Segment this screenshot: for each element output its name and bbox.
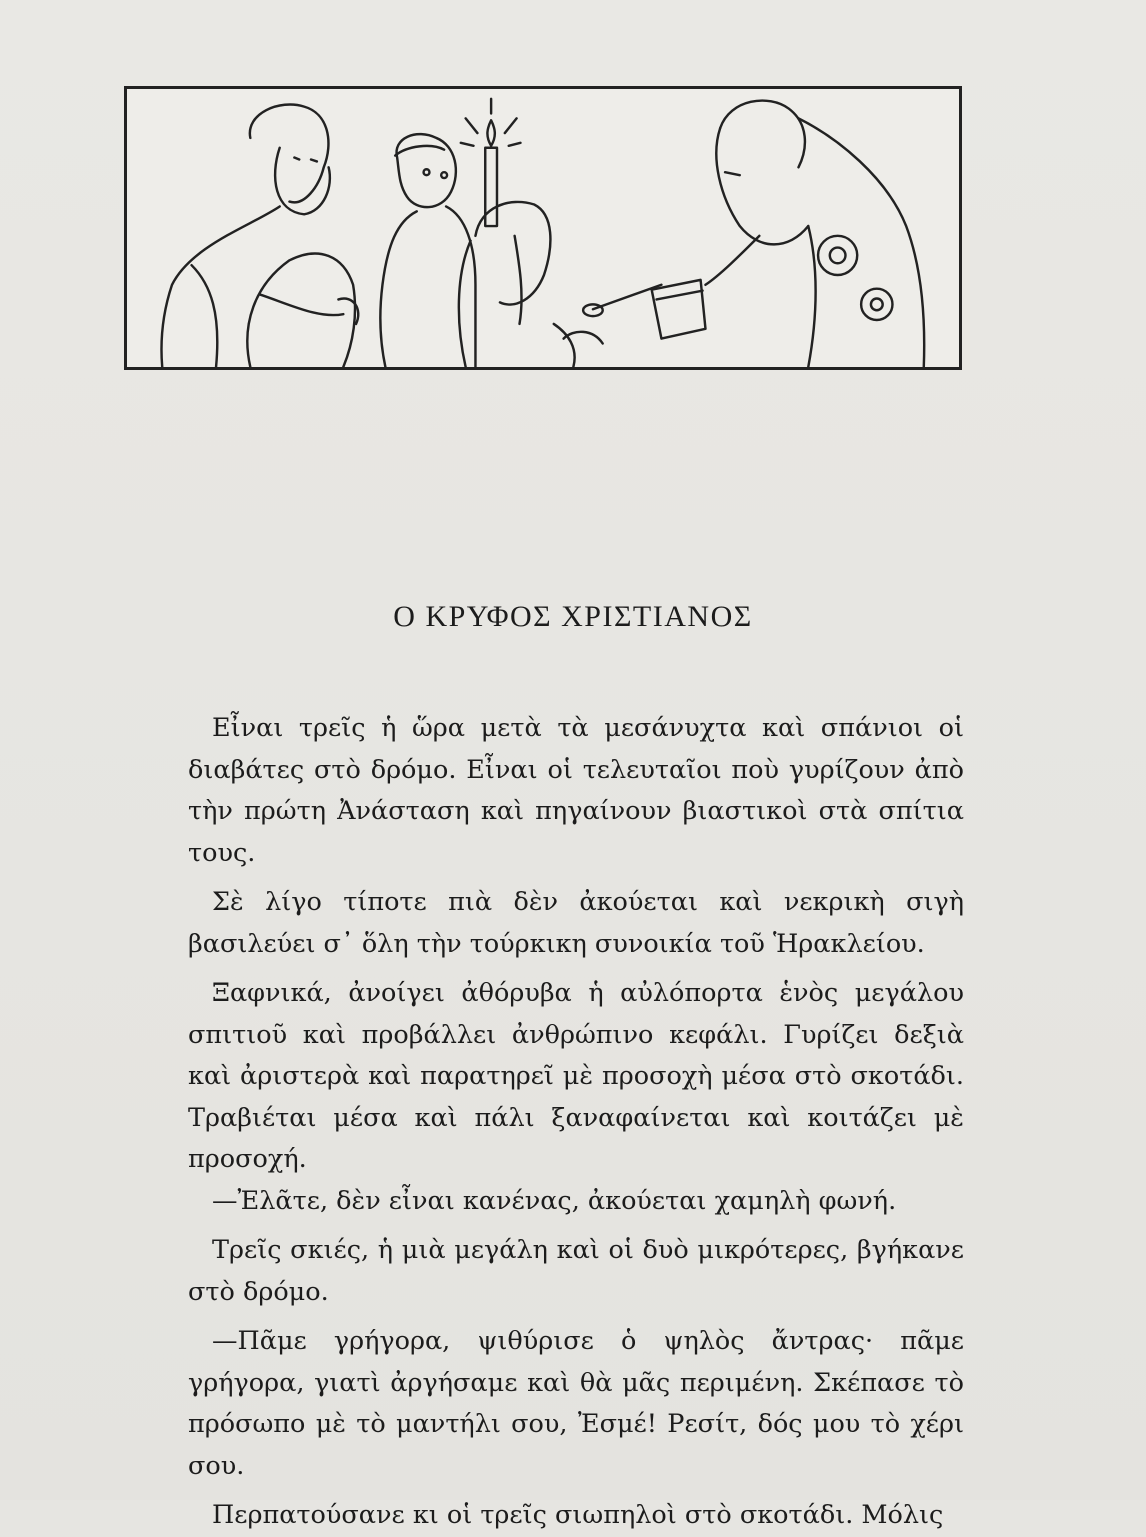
candle — [461, 99, 521, 226]
paragraph: —Πᾶμε γρήγορα, ψιθύρισε ὁ ψηλὸς ἄντρας· πᾶμε γρήγορα, γιατὶ ἀργήσαμε καὶ θὰ μᾶς περιμένη. Σκέπασε τὸ πρόσωπο μὲ τὸ μαντήλι σου, Ἐσμέ! Ρεσίτ, δός μου τὸ χέρι σου. — [188, 1326, 964, 1481]
chapter-title: Ο ΚΡΥΦΟΣ ΧΡΙΣΤΙΑΝΟΣ — [393, 600, 753, 633]
priest-figure — [705, 101, 924, 367]
paragraph: Περπατούσανε κι οἱ τρεῖς σιωπηλοὶ στὸ σκοτάδι. Μόλις — [212, 1500, 944, 1530]
paragraph: Τρεῖς σκιές, ἡ μιὰ μεγάλη καὶ οἱ δυὸ μικρότερες, βγήκανε στὸ δρόμο. — [188, 1235, 964, 1307]
paragraph: Ξαφνικά, ἀνοίγει ἀθόρυβα ἡ αὐλόπορτα ἑνὸς μεγάλου σπιτιοῦ καὶ προβάλλει ἀνθρώπινο κεφάλι. Γυρίζει δεξιὰ καὶ ἀριστερὰ καὶ παρατηρεῖ μὲ προσοχὴ μέσα στὸ σκοτάδι. Τραβιέται μέσα καὶ πάλι ξαναφαίνεται καὶ κοιτάζει μὲ προσοχή. — [188, 978, 964, 1174]
paragraph: —Ἐλᾶτε, δὲν εἶναι κανένας, ἀκούεται χαμηλὴ φωνή. — [212, 1185, 897, 1216]
illustration-secret-communion — [124, 86, 962, 370]
body-text — [188, 708, 964, 1537]
old-man-figure — [162, 105, 359, 367]
chalice — [583, 280, 705, 339]
paragraph: Εἶναι τρεῖς ἡ ὥρα μετὰ τὰ μεσάνυχτα καὶ σπάνιοι οἱ διαβάτες στὸ δρόμο. Εἶναι οἱ τελευταῖοι ποὺ γυρίζουν ἀπὸ τὴν πρώτη Ἀνάσταση καὶ πηγαίνουν βιαστικοὶ στὰ σπίτια τους. — [188, 713, 964, 868]
girl-figure — [459, 202, 603, 367]
paragraph: Σὲ λίγο τίποτε πιὰ δὲν ἀκούεται καὶ νεκρικὴ σιγὴ βασιλεύει σ᾽ ὅλη τὴν τούρκικη συνοικία τοῦ Ἡρακλείου. — [188, 887, 964, 959]
